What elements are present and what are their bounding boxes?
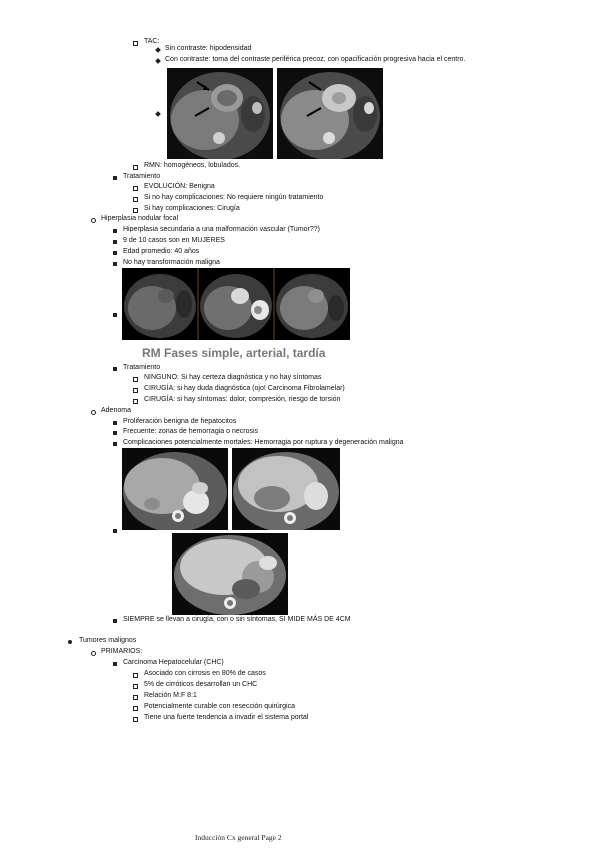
page-footer: Inducción Cx general Page 2 [195,833,282,842]
bullet-icon [133,186,138,191]
list-item: No hay transformación maligna [123,259,220,266]
bullet-icon [133,208,138,213]
list-item: Proliferación benigna de hepatocitos [123,418,237,425]
list-item: CIRUGÍA: si hay duda diagnóstica (ojo! Carcinoma Fibrolamelar) [144,385,345,392]
chc-heading: Carcinoma Hepatocelular (CHC) [123,659,224,666]
list-item: Potencialmente curable con resección quirúrgica [144,703,295,710]
rmn-text: RMN: homogéneos, lobulados. [144,162,241,169]
list-item: 5% de cirróticos desarrollan un CHC [144,681,258,688]
bullet-icon [133,717,138,722]
primarios-label: PRIMARIOS: [101,648,143,655]
mri-caption: RM Fases simple, arterial, tardía [142,346,326,360]
ct-image-adenoma-2 [232,448,340,530]
bullet-icon [133,41,138,46]
bullet-icon [113,251,117,255]
bullet-icon [155,58,161,64]
bullet-icon [113,229,117,233]
list-item: NINGUNO: Si hay certeza diagnóstica y no hay síntomas [144,374,322,381]
bullet-icon [91,651,96,656]
tratamiento-label: Tratamiento [123,364,161,371]
bullet-icon [133,684,138,689]
mri-image-strip [122,268,350,340]
bullet-icon [113,619,117,623]
list-item: EVOLUCIÓN: Benigna [144,183,215,190]
bullet-icon [133,197,138,202]
list-item: 9 de 10 casos son en MUJERES [123,237,225,244]
bullet-icon [113,240,117,244]
bullet-icon [133,388,138,393]
list-item: Tiene una fuerte tendencia a invadir el sistema portal [144,714,309,721]
list-item: Frecuente: zonas de hemorragia o necrosis [123,428,259,435]
list-item: CIRUGÍA: si hay síntomas: dolor, compresión, riesgo de torsión [144,396,341,403]
list-item: Edad promedio: 40 años [123,248,200,255]
malignos-heading: Tumores malignos [79,637,137,644]
tac-sin-contraste: Sin contraste: hipodensidad [165,45,252,52]
bullet-icon [91,218,96,223]
bullet-icon [113,662,117,666]
ct-image-adenoma-3 [172,533,288,615]
list-item: Si no hay complicaciones: No requiere ningún tratamiento [144,194,324,201]
list-item: Asociado con cirrosis en 80% de casos [144,670,266,677]
ct-image-adenoma-1 [122,448,228,530]
bullet-icon [133,399,138,404]
adenoma-heading: Adenoma [101,407,131,414]
tratamiento-label: Tratamiento [123,173,161,180]
list-item: Si hay complicaciones: Cirugía [144,205,240,212]
list-item: Complicaciones potencialmente mortales: Hemorragia por ruptura y degeneración maligna [123,439,404,446]
bullet-icon [155,47,161,53]
list-item: Relación M:F 8:1 [144,692,197,699]
hiperplasia-heading: Hiperplasia nodular focal [101,215,179,222]
bullet-icon [113,176,117,180]
ct-image-hemangioma-late [277,68,383,159]
tac-con-contraste: Con contraste: toma del contraste periférica precoz, con opacificación progresiva hacia el centro. [165,56,466,63]
bullet-icon [133,377,138,382]
bullet-icon [113,421,117,425]
bullet-icon [113,262,117,266]
bullet-icon [113,431,117,435]
bullet-icon [133,673,138,678]
ct-image-hemangioma-early [167,68,273,159]
bullet-icon [133,706,138,711]
bullet-icon [155,111,161,117]
bullet-icon [133,165,138,170]
bullet-icon [113,313,117,317]
bullet-icon [113,529,117,533]
tac-label: TAC: [144,38,160,45]
adenoma-siempre: SIEMPRE se llevan a cirugía, con o sin síntomas, SI MIDE MÁS DE 4CM [123,616,351,623]
list-item: Hiperplasia secundaria a una malformación vascular (Tumor??) [123,226,320,233]
bullet-icon [68,640,72,644]
bullet-icon [133,695,138,700]
bullet-icon [91,410,96,415]
bullet-icon [113,367,117,371]
bullet-icon [113,442,117,446]
